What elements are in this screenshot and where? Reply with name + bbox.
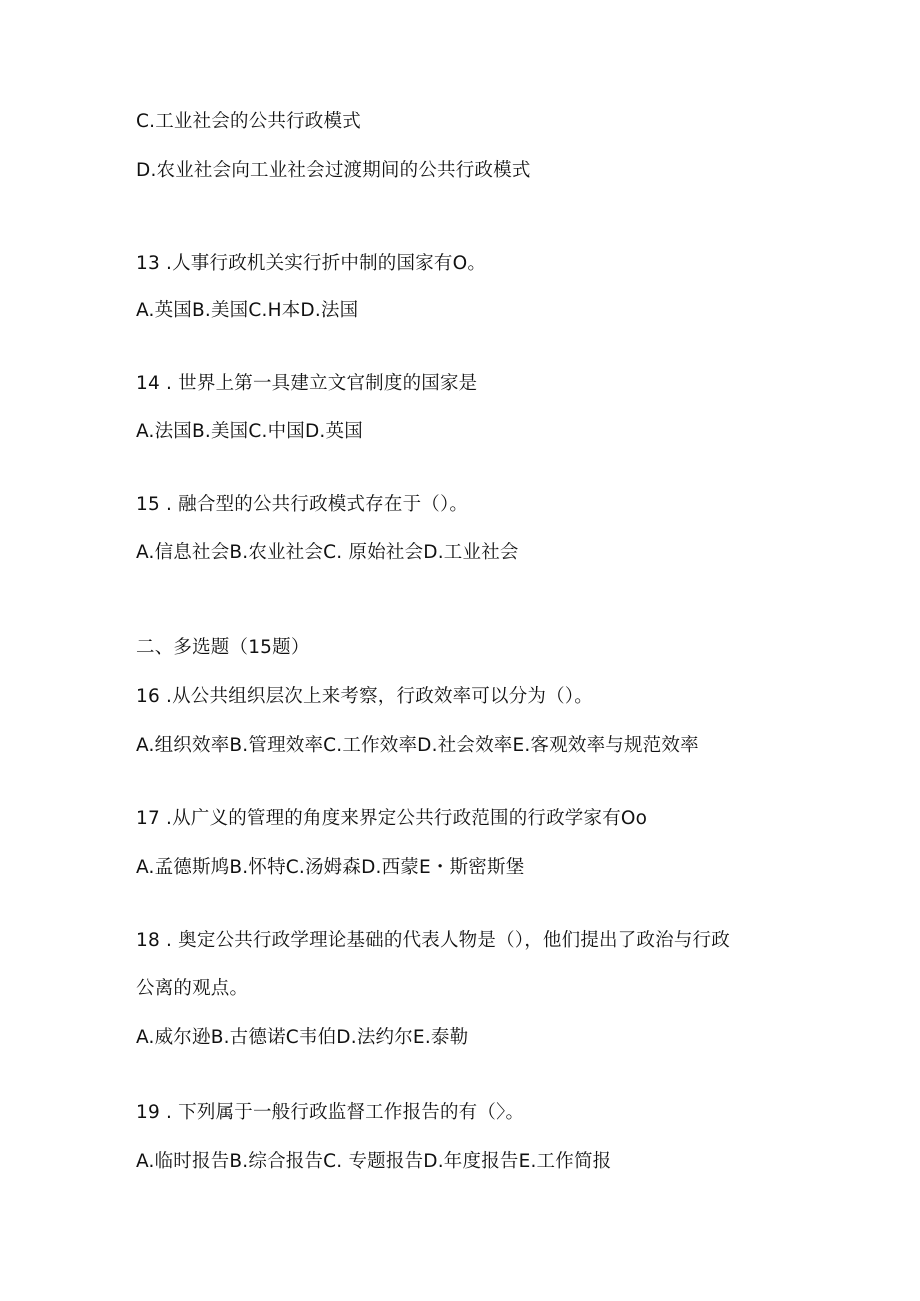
- options-13: A.英国B.美国C.H本D.法国: [136, 300, 359, 321]
- section-heading-multiple-choice: 二、多选题（15题）: [136, 637, 310, 658]
- option-12c: C.工业社会的公共行政模式: [136, 111, 361, 132]
- question-18: 18 . 奥定公共行政学理论基础的代表人物是（），他们提出了政治与行政: [136, 930, 730, 951]
- options-14: A.法国B.美国C.中国D.英国: [136, 421, 363, 442]
- question-13: 13 .人事行政机关实行折中制的国家有O。: [136, 253, 487, 274]
- question-19: 19 . 下列属于一般行政监督工作报告的有（〉。: [136, 1102, 525, 1123]
- options-18: A.威尔逊B.古德诺C韦伯D.法约尔E.泰勒: [136, 1027, 469, 1048]
- options-15: A.信息社会B.农业社会C. 原始社会D.工业社会: [136, 542, 519, 563]
- question-14: 14 . 世界上第一具建立文官制度的国家是: [136, 373, 478, 394]
- option-12d: D.农业社会向工业社会过渡期间的公共行政模式: [136, 160, 531, 181]
- question-17: 17 .从广义的管理的角度来界定公共行政范围的行政学家有Oo: [136, 808, 648, 829]
- options-17: A.孟德斯鸠B.怀特C.汤姆森D.西蒙E・斯密斯堡: [136, 857, 525, 878]
- options-16: A.组织效率B.管理效率C.工作效率D.社会效率E.客观效率与规范效率: [136, 735, 699, 756]
- question-18-continued: 公离的观点。: [136, 978, 249, 999]
- question-15: 15 . 融合型的公共行政模式存在于（）。: [136, 494, 469, 515]
- question-16: 16 .从公共组织层次上来考察，行政效率可以分为（）。: [136, 686, 593, 707]
- options-19: A.临时报告B.综合报告C. 专题报告D.年度报告E.工作简报: [136, 1151, 612, 1172]
